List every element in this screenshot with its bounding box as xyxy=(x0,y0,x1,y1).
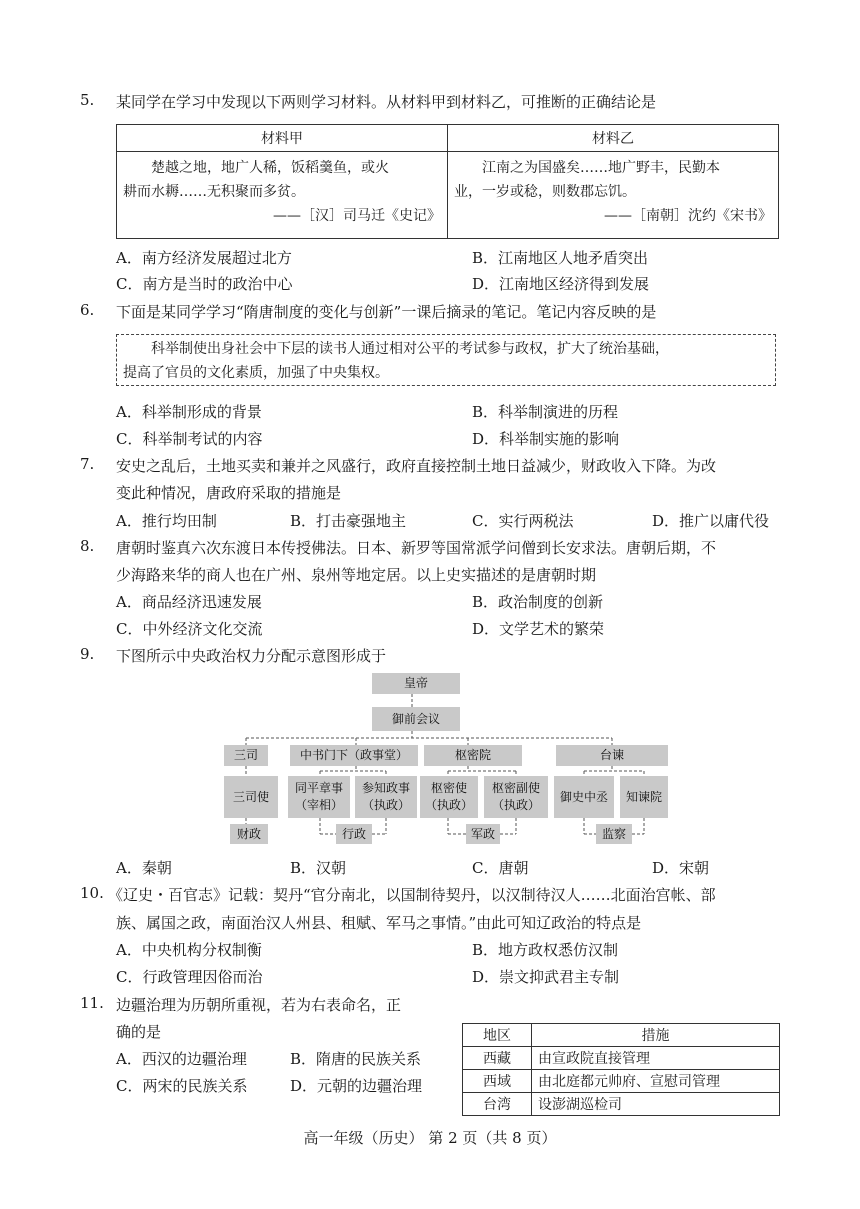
canzhi-title: 参知政事 xyxy=(361,781,410,795)
q5-option-c[interactable]: C．南方是当时的政治中心 xyxy=(116,275,293,293)
q6-option-a[interactable]: A．科举制形成的背景 xyxy=(116,403,262,421)
q8-stem-line2: 少海路来华的商人也在广州、泉州等地定居。以上史实描述的是唐朝时期 xyxy=(116,566,597,584)
q6-option-c[interactable]: C．科举制考试的内容 xyxy=(116,430,263,448)
material-a-text2: 耕而水耨……无积聚而多贫。 xyxy=(123,184,305,200)
q7-option-c[interactable]: C．实行两税法 xyxy=(472,512,574,530)
region-cell: 西藏 xyxy=(463,1047,532,1070)
q11-stem-line2: 确的是 xyxy=(116,1023,162,1041)
q8-stem-line1: 唐朝时鉴真六次东渡日本传授佛法。日本、新罗等国常派学问僧到长安求法。唐朝后期，不 xyxy=(116,539,717,557)
q9-number: 9. xyxy=(80,645,95,663)
fushi-title: 枢密副使 xyxy=(491,781,540,795)
q6-option-b[interactable]: B．科举制演进的历程 xyxy=(472,403,619,421)
q8-number: 8. xyxy=(80,537,95,555)
box-zhongshu-menxia: 中书门下（政事堂） xyxy=(290,745,418,766)
q10-number: 10. xyxy=(80,884,104,902)
box-zhijianyuan: 知谏院 xyxy=(620,776,668,818)
box-yushizhongcheng: 御史中丞 xyxy=(554,776,614,818)
q7-stem-line2: 变此种情况，唐政府采取的措施是 xyxy=(116,484,342,502)
q11-option-b[interactable]: B．隋唐的民族关系 xyxy=(290,1050,422,1068)
q10-option-c[interactable]: C．行政管理因俗而治 xyxy=(116,968,263,986)
q5-option-d[interactable]: D．江南地区经济得到发展 xyxy=(472,275,650,293)
measure-cell: 由北庭都元帅府、宣慰司管理 xyxy=(532,1070,780,1093)
tongping-title: 同平章事 xyxy=(294,781,343,795)
shumishi-title: 枢密使 xyxy=(430,781,467,795)
q11-region-table xyxy=(462,1023,780,1116)
box-shumifushi xyxy=(484,776,548,818)
q7-option-b[interactable]: B．打击豪强地主 xyxy=(290,512,407,530)
label-supervision: 监察 xyxy=(596,824,632,844)
q7-option-a[interactable]: A．推行均田制 xyxy=(116,512,217,530)
material-b-text1: 江南之为国盛矣……地广野丰，民勤本 xyxy=(482,160,720,176)
shumishi-note: （执政） xyxy=(424,798,473,812)
q10-stem-line2: 族、属国之政，南面治汉人州县、租赋、军马之事情。”由此可知辽政治的特点是 xyxy=(116,914,642,932)
material-a-text1: 楚越之地，地广人稀，饭稻羹鱼，或火 xyxy=(151,160,389,176)
box-emperor: 皇帝 xyxy=(372,673,460,694)
q7-option-d[interactable]: D．推广以庸代役 xyxy=(652,512,770,530)
q10-stem-line1: 《辽史・百官志》记载：契丹“官分南北，以国制待契丹，以汉制待汉人……北面治宫帐、部 xyxy=(108,886,716,904)
q5-option-b[interactable]: B．江南地区人地矛盾突出 xyxy=(472,249,649,267)
q7-stem-line1: 安史之乱后，土地买卖和兼并之风盛行，政府直接控制土地日益减少，财政收入下降。为改 xyxy=(116,457,717,475)
box-tongpingzhangshi xyxy=(288,776,350,818)
fushi-note: （执政） xyxy=(491,798,540,812)
q8-option-a[interactable]: A．商品经济迅速发展 xyxy=(116,593,262,611)
table-row xyxy=(463,1047,780,1070)
label-administration: 行政 xyxy=(336,824,372,844)
q6-option-d[interactable]: D．科举制实施的影响 xyxy=(472,430,620,448)
q9-option-b[interactable]: B．汉朝 xyxy=(290,859,347,877)
material-b-source: ——［南朝］沈约《宋书》 xyxy=(604,208,772,224)
q9-option-a[interactable]: A．秦朝 xyxy=(116,859,172,877)
tongping-note: （宰相） xyxy=(294,798,343,812)
box-shumishi xyxy=(420,776,478,818)
q6-stem: 下面是某同学学习“隋唐制度的变化与创新”一课后摘录的笔记。笔记内容反映的是 xyxy=(116,303,657,321)
q7-number: 7. xyxy=(80,455,95,473)
box-taijian: 台谏 xyxy=(556,745,668,766)
box-sansishi: 三司使 xyxy=(224,776,278,818)
label-finance: 财政 xyxy=(230,824,268,844)
q11-option-a[interactable]: A．西汉的边疆治理 xyxy=(116,1050,247,1068)
box-sansi: 三司 xyxy=(224,745,268,766)
q11-stem-line1: 边疆治理为历朝所重视，若为右表命名，正 xyxy=(116,996,402,1014)
table-row xyxy=(463,1070,780,1093)
measure-cell: 设澎湖巡检司 xyxy=(532,1093,780,1116)
q5-option-a[interactable]: A．南方经济发展超过北方 xyxy=(116,249,292,267)
material-b-text2: 业，一岁或稔，则数郡忘饥。 xyxy=(454,184,636,200)
q5-number: 5. xyxy=(80,91,95,109)
q10-option-a[interactable]: A．中央机构分权制衡 xyxy=(116,941,262,959)
canzhi-note: （执政） xyxy=(361,798,410,812)
q6-note-line1: 科举制使出身社会中下层的读书人通过相对公平的考试参与政权，扩大了统治基础， xyxy=(151,341,669,357)
q6-note-line2: 提高了官员的文化素质，加强了中央集权。 xyxy=(123,365,389,381)
box-canzhizhengshi xyxy=(355,776,417,818)
label-military: 军政 xyxy=(466,824,500,844)
q11-option-c[interactable]: C．两宋的民族关系 xyxy=(116,1077,248,1095)
q10-option-b[interactable]: B．地方政权悉仿汉制 xyxy=(472,941,619,959)
box-shumiyuan: 枢密院 xyxy=(424,745,522,766)
q9-option-d[interactable]: D．宋朝 xyxy=(652,859,710,877)
q10-option-d[interactable]: D．崇文抑武君主专制 xyxy=(472,968,620,986)
q11-number: 11. xyxy=(80,994,104,1012)
page-footer: 高一年级（历史） 第 2 页（共 8 页） xyxy=(303,1129,557,1147)
q9-option-c[interactable]: C．唐朝 xyxy=(472,859,529,877)
measure-header: 措施 xyxy=(532,1024,780,1047)
region-cell: 西域 xyxy=(463,1070,532,1093)
region-cell: 台湾 xyxy=(463,1093,532,1116)
measure-cell: 由宣政院直接管理 xyxy=(532,1047,780,1070)
q11-option-d[interactable]: D．元朝的边疆治理 xyxy=(290,1077,423,1095)
material-a-header: 材料甲 xyxy=(117,125,448,152)
q5-stem: 某同学在学习中发现以下两则学习材料。从材料甲到材料乙，可推断的正确结论是 xyxy=(116,93,657,111)
material-b-header: 材料乙 xyxy=(448,125,779,152)
material-a-source: ——［汉］司马迁《史记》 xyxy=(273,208,441,224)
q8-option-b[interactable]: B．政治制度的创新 xyxy=(472,593,604,611)
region-header: 地区 xyxy=(463,1024,532,1047)
q8-option-d[interactable]: D．文学艺术的繁荣 xyxy=(472,620,605,638)
table-row xyxy=(463,1093,780,1116)
box-imperial-council: 御前会议 xyxy=(372,707,460,731)
q8-option-c[interactable]: C．中外经济文化交流 xyxy=(116,620,263,638)
q9-stem: 下图所示中央政治权力分配示意图形成于 xyxy=(116,647,387,665)
q6-number: 6. xyxy=(80,301,95,319)
